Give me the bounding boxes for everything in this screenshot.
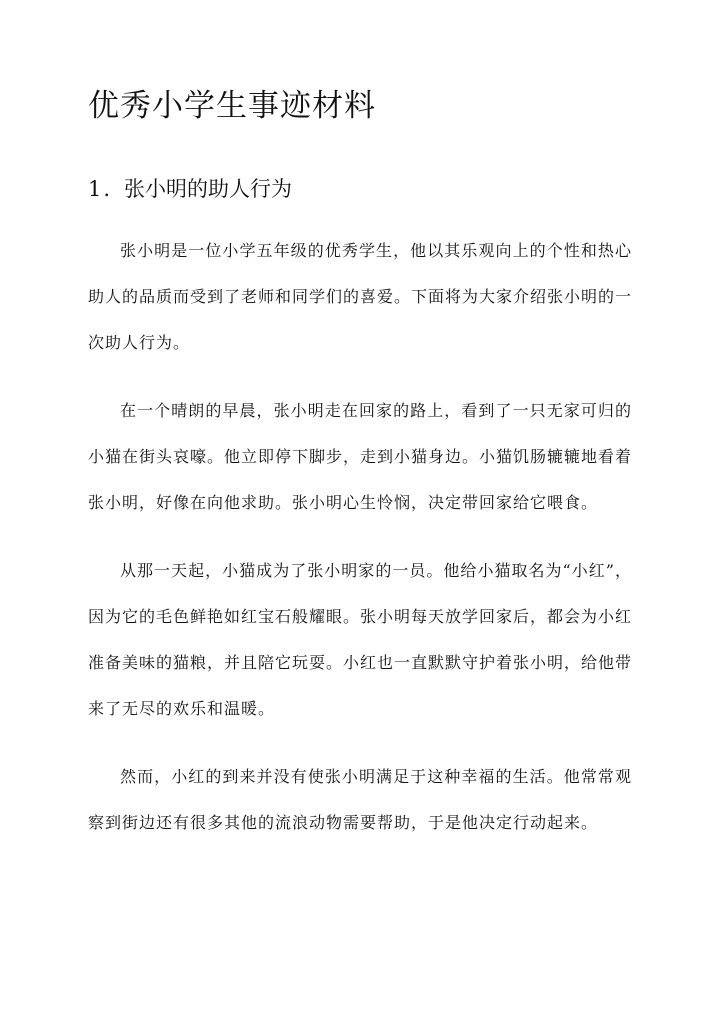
section-number: 1.	[88, 177, 113, 201]
section-title: 张小明的助人行为	[124, 177, 292, 201]
paragraph-3: 从那一天起，小猫成为了张小明家的一员。他给小猫取名为“小红”，因为它的毛色鲜艳如红宝石般耀眼。张小明每天放学回家后，都会为小红准备美味的猫粮，并且陪它玩耍。小红也一直默默守护着张小明，给他带来了无尽的欢乐和温暖。	[88, 561, 633, 718]
document-title: 优秀小学生事迹材料	[88, 88, 376, 124]
document-body	[88, 228, 632, 868]
paragraph-4: 然而，小红的到来并没有使张小明满足于这种幸福的生活。他常常观察到街边还有很多其他的流浪动物需要帮助，于是他决定行动起来。	[88, 767, 632, 832]
paragraph-1: 张小明是一位小学五年级的优秀学生，他以其乐观向上的个性和热心助人的品质而受到了老师和同学们的喜爱。下面将为大家介绍张小明的一次助人行为。	[88, 241, 633, 352]
section-heading	[88, 170, 292, 208]
paragraph-2: 在一个晴朗的早晨，张小明走在回家的路上，看到了一只无家可归的小猫在街头哀嚎。他立即停下脚步，走到小猫身边。小猫饥肠辘辘地看着张小明，好像在向他求助。张小明心生怜悯，决定带回家给它喂食。	[88, 401, 633, 512]
